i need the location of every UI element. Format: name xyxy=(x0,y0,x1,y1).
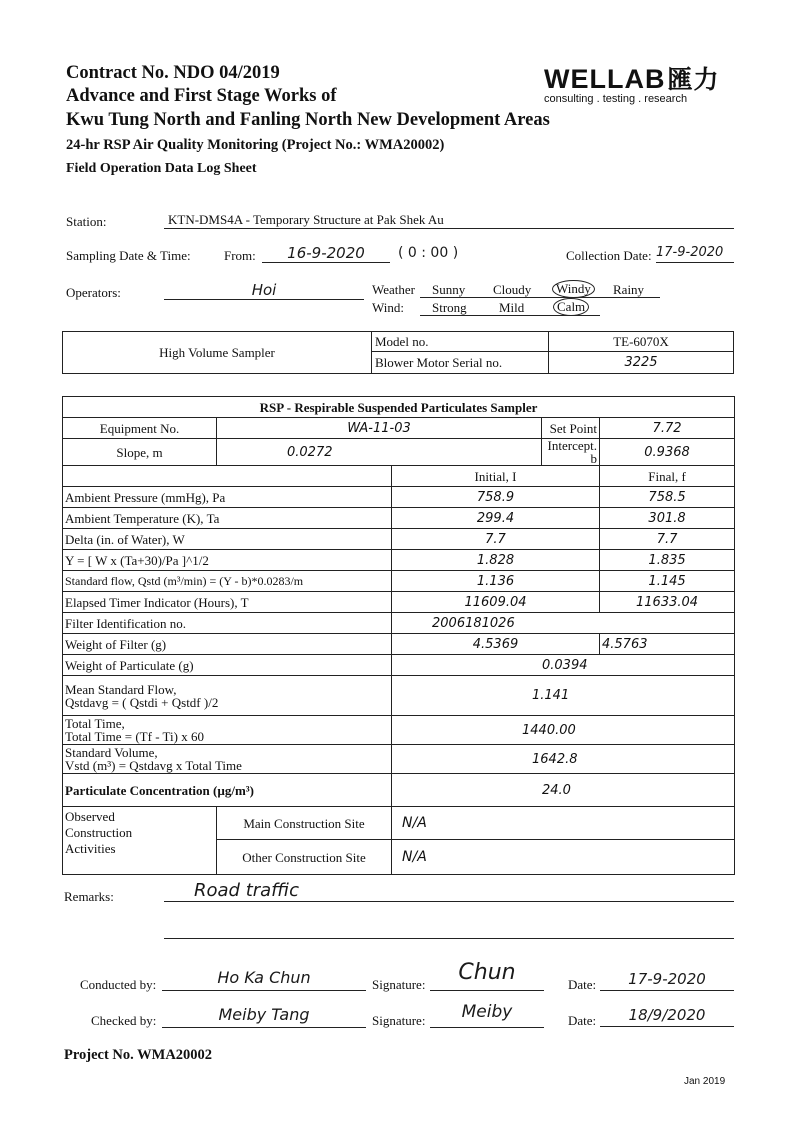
wind-option-strong: Strong xyxy=(432,300,467,315)
intercept-label: Intercept. b xyxy=(542,439,600,466)
checked-date-label: Date: xyxy=(568,1013,597,1028)
setpoint-label: Set Point xyxy=(542,418,600,439)
wind-underline xyxy=(420,315,600,316)
conducted-signature-label: Signature: xyxy=(372,977,426,992)
remarks-value: Road traffic xyxy=(164,880,734,902)
row-initial: 11609.04 xyxy=(392,592,600,613)
checked-signature: Meiby xyxy=(430,1002,544,1028)
setpoint-value: 7.72 xyxy=(600,418,735,439)
slope-label: Slope, m xyxy=(63,439,217,466)
logo-tagline: consulting . testing . research xyxy=(544,93,688,105)
wind-option-mild: Mild xyxy=(499,300,525,315)
weather-option-rainy: Rainy xyxy=(613,282,645,297)
row-final: 758.5 xyxy=(600,487,735,508)
footer-date: Jan 2019 xyxy=(684,1076,726,1087)
weather-underline xyxy=(420,297,660,298)
serial-label: Blower Motor Serial no. xyxy=(372,352,549,374)
slope-value: 0.0272 xyxy=(217,439,542,466)
from-time: ( 0 : 00 ) xyxy=(398,245,459,261)
wind-label: Wind: xyxy=(372,300,404,315)
station-label: Station: xyxy=(66,214,107,229)
row-initial: 7.7 xyxy=(392,529,600,550)
weight-particulate-value: 0.0394 xyxy=(392,655,735,676)
contract-title: Contract No. NDO 04/2019 xyxy=(66,63,280,83)
rsp-table xyxy=(62,396,735,875)
mean-flow-label: Mean Standard Flow, Qstdavg = ( Qstdi + Qstdf )/2 xyxy=(63,676,392,716)
weight-filter-label: Weight of Filter (g) xyxy=(63,634,392,655)
row-initial: 299.4 xyxy=(392,508,600,529)
mean-flow-value: 1.141 xyxy=(392,676,735,716)
station-value: KTN-DMS4A - Temporary Structure at Pak Shek Au xyxy=(168,212,444,227)
weather-label: Weather xyxy=(372,282,415,297)
row-label: Standard flow, Qstd (m³/min) = (Y - b)*0.0283/m xyxy=(63,571,392,592)
row-final: 1.145 xyxy=(600,571,735,592)
row-final: 301.8 xyxy=(600,508,735,529)
main-site-label: Main Construction Site xyxy=(217,807,392,840)
main-site-value: N/A xyxy=(392,807,735,840)
row-label: Y = [ W x (Ta+30)/Pa ]^1/2 xyxy=(63,550,392,571)
wellab-logo: WELLAB匯力 xyxy=(544,64,720,94)
conducted-date: 17-9-2020 xyxy=(600,970,734,991)
observed-label: Observed Construction Activities xyxy=(63,807,217,875)
conducted-name: Ho Ka Chun xyxy=(162,968,366,991)
std-volume-value: 1642.8 xyxy=(392,745,735,774)
collection-date-label: Collection Date: xyxy=(566,248,652,263)
total-time-value: 1440.00 xyxy=(392,716,735,745)
conducted-label: Conducted by: xyxy=(80,977,157,992)
collection-date: 17-9-2020 xyxy=(656,245,734,263)
project-area-title: Kwu Tung North and Fanling North New Development Areas xyxy=(66,110,550,130)
concentration-value: 24.0 xyxy=(392,774,735,807)
sheet-title: Field Operation Data Log Sheet xyxy=(66,161,257,176)
model-value: TE-6070X xyxy=(549,332,734,352)
filter-id-label: Filter Identification no. xyxy=(63,613,392,634)
checked-date: 18/9/2020 xyxy=(600,1006,734,1027)
other-site-value: N/A xyxy=(392,840,735,875)
sampling-label: Sampling Date & Time: xyxy=(66,248,191,263)
row-initial: 1.828 xyxy=(392,550,600,571)
concentration-label: Particulate Concentration (µg/m³) xyxy=(63,774,392,807)
monitoring-subtitle: 24-hr RSP Air Quality Monitoring (Project No.: WMA20002) xyxy=(66,137,445,153)
serial-value: 3225 xyxy=(549,352,734,374)
model-label: Model no. xyxy=(372,332,549,352)
remarks-label: Remarks: xyxy=(64,889,114,904)
intercept-value: 0.9368 xyxy=(600,439,735,466)
row-label: Delta (in. of Water), W xyxy=(63,529,392,550)
initial-header: Initial, I xyxy=(392,466,600,487)
weight-filter-initial: 4.5369 xyxy=(392,634,600,655)
checked-label: Checked by: xyxy=(91,1013,157,1028)
row-label: Ambient Pressure (mmHg), Pa xyxy=(63,487,392,508)
station-field xyxy=(164,212,734,229)
hvs-table xyxy=(62,331,734,374)
from-date: 16-9-2020 xyxy=(262,244,390,263)
rsp-title: RSP - Respirable Suspended Particulates Sampler xyxy=(63,397,735,418)
conducted-date-label: Date: xyxy=(568,977,597,992)
from-label: From: xyxy=(224,248,256,263)
row-initial: 758.9 xyxy=(392,487,600,508)
header-blank xyxy=(63,466,392,487)
operators-value: Hoi xyxy=(164,281,364,300)
weather-option-sunny: Sunny xyxy=(432,282,466,297)
works-title: Advance and First Stage Works of xyxy=(66,86,337,106)
weather-option-cloudy: Cloudy xyxy=(493,282,532,297)
operators-label: Operators: xyxy=(66,285,121,300)
equipment-label: Equipment No. xyxy=(63,418,217,439)
row-label: Elapsed Timer Indicator (Hours), T xyxy=(63,592,392,613)
checked-name: Meiby Tang xyxy=(162,1005,366,1028)
row-final: 11633.04 xyxy=(600,592,735,613)
hvs-label: High Volume Sampler xyxy=(63,332,372,374)
remarks-line-2 xyxy=(164,938,734,939)
row-final: 7.7 xyxy=(600,529,735,550)
weather-option-windy: Windy xyxy=(552,280,595,298)
std-volume-label: Standard Volume, Vstd (m³) = Qstdavg x Total Time xyxy=(63,745,392,774)
equipment-value: WA-11-03 xyxy=(217,418,542,439)
row-label: Ambient Temperature (K), Ta xyxy=(63,508,392,529)
other-site-label: Other Construction Site xyxy=(217,840,392,875)
weight-particulate-label: Weight of Particulate (g) xyxy=(63,655,392,676)
checked-signature-label: Signature: xyxy=(372,1013,426,1028)
filter-id-value: 2006181026 xyxy=(392,613,735,634)
final-header: Final, f xyxy=(600,466,735,487)
footer-project: Project No. WMA20002 xyxy=(64,1047,213,1063)
conducted-signature: Chun xyxy=(430,960,544,991)
row-initial: 1.136 xyxy=(392,571,600,592)
row-final: 1.835 xyxy=(600,550,735,571)
total-time-label: Total Time, Total Time = (Tf - Ti) x 60 xyxy=(63,716,392,745)
weight-filter-final: 4.5763 xyxy=(600,634,735,655)
wind-option-calm: Calm xyxy=(553,298,589,316)
